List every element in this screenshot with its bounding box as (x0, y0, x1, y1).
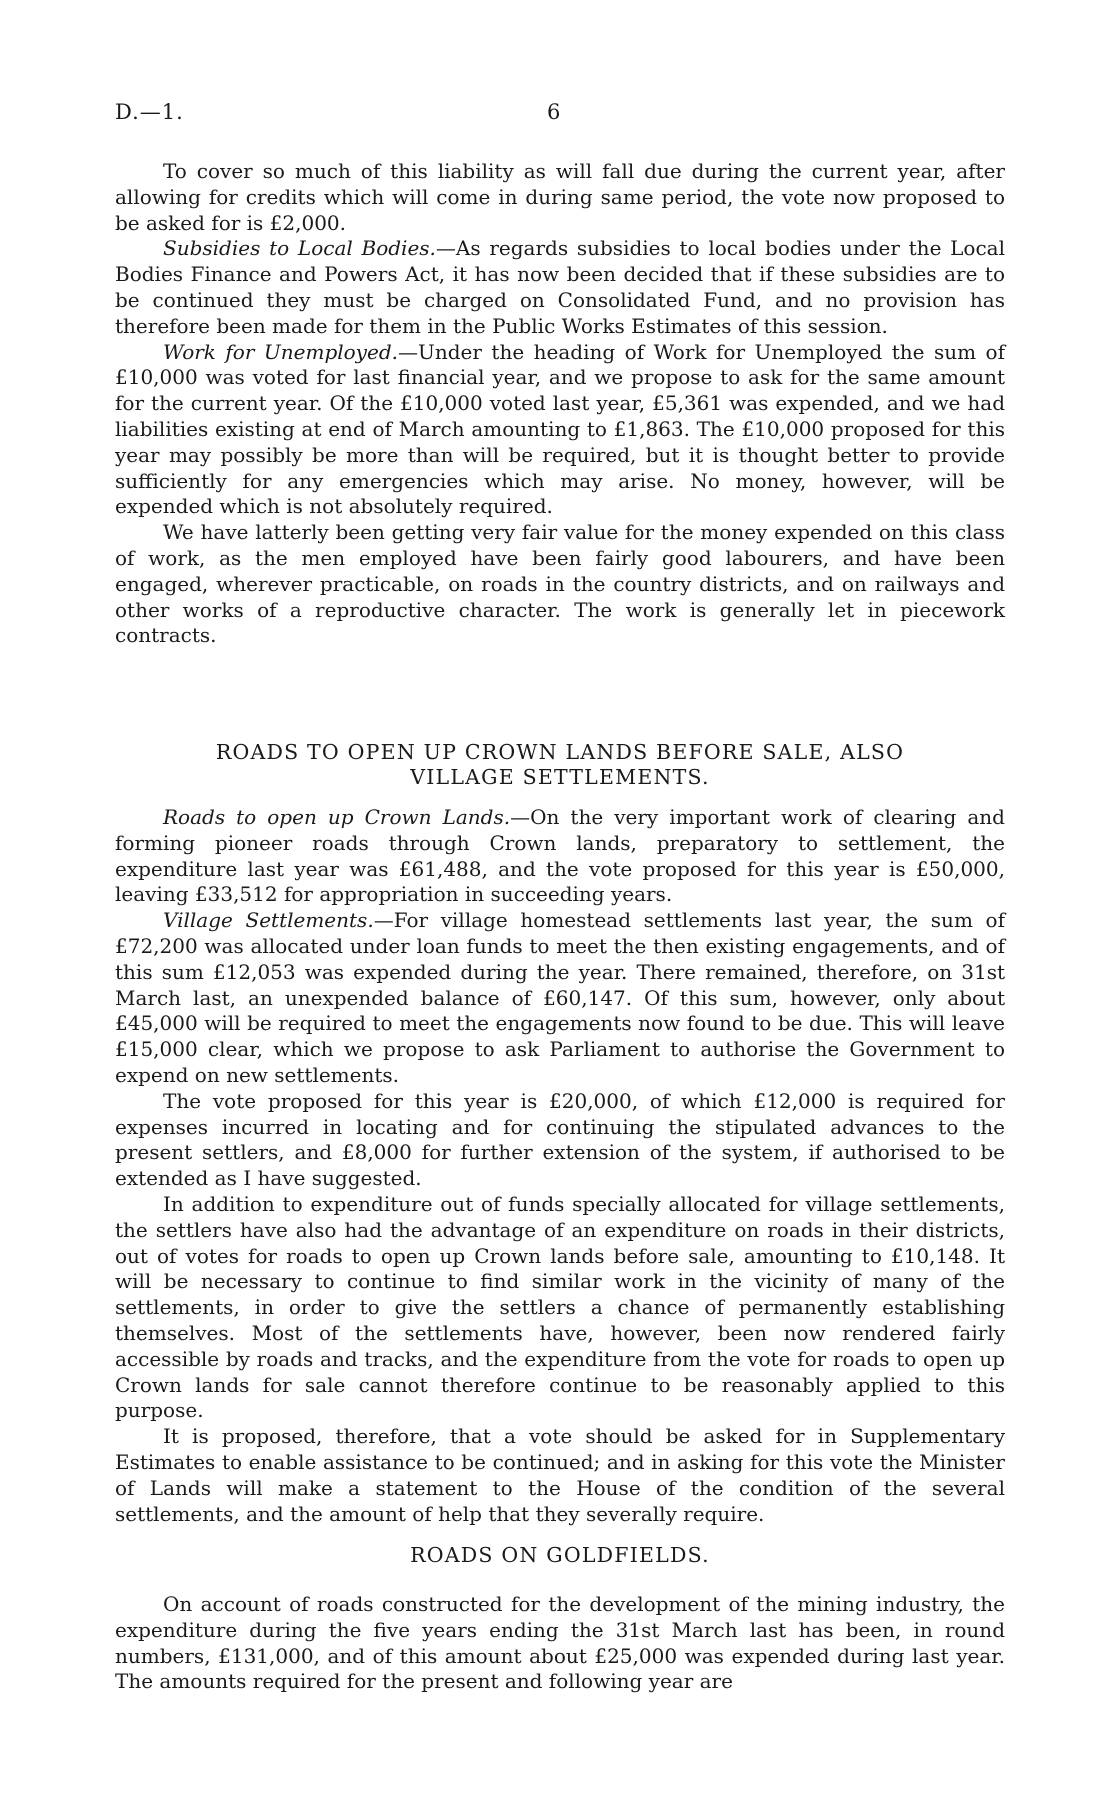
paragraph: In addition to expenditure out of funds specially allocated for village settlements, the settlers have also had the advantage of an expenditure on roads in their districts, out of votes for roads to open up Crown lands before sale, amounting to £10,148. It will be necessary to continue to find similar work in the vicinity of many of the settlements, in order to give the settlers a chance of permanently establishing themselves. Most of the settlements have, however, been now rendered fairly accessible by roads and tracks, and the expenditure from the vote for roads to open up Crown lands for sale cannot therefore continue to be reasonably applied to this purpose. (115, 1191, 1005, 1423)
paragraph (115, 805, 1005, 908)
section-heading-goldfields (115, 1543, 1005, 1568)
paragraph (115, 908, 1005, 1089)
section-work-for-unemployed (115, 159, 1005, 649)
paragraph-title: Village Settlements. (163, 908, 374, 933)
heading-line: ROADS TO OPEN UP CROWN LANDS BEFORE SALE, ALSO (215, 740, 905, 764)
paragraph-text: —As regards subsidies to local bodies under the Local Bodies Finance and Powers Act, it has now been decided that if these subsidies are to be continued they must be charged on Consolidated Fund, and no provision has therefore been made for them in the Public Works Estimates of this session. (115, 236, 1005, 338)
paragraph-text: —Under the heading of Work for Unemployed the sum of £10,000 was voted for last financial year, and we propose to ask for the same amount for the current year. Of the £10,000 voted last year, £5,361 was expended, and we had liabilities existing at end of March amounting to £1,863. The £10,000 proposed for this year may possibly be more than will be required, but it is thought better to provide sufficiently for any emergencies which may arise. No money, however, will be expended which is not absolutely required. (115, 339, 1005, 519)
paragraph: We have latterly been getting very fair value for the money expended on this class of work, as the men employed have been fairly good labourers, and have been engaged, wherever practicable, on roads in the country districts, and on railways and other works of a reproductive character. The work is generally let in piecework contracts. (115, 520, 1005, 648)
page-number: 6 (547, 100, 561, 124)
paragraph-title: Work for Unemployed. (163, 339, 398, 364)
paragraph (115, 236, 1005, 339)
section-heading-crown-lands (115, 740, 1005, 790)
heading-line: ROADS ON GOLDFIELDS. (410, 1543, 710, 1567)
paragraph-title: Subsidies to Local Bodies. (163, 236, 436, 261)
paragraph: To cover so much of this liability as will fall due during the current year, after allowing for credits which will come in during same period, the vote now proposed to be asked for is £2,000. (115, 159, 1005, 235)
paragraph: It is proposed, therefore, that a vote should be asked for in Supplementary Estimates to enable assistance to be continued; and in asking for this vote the Minister of Lands will make a statement to the House of the condition of the several settlements, and the amount of help that they severally require. (115, 1424, 1005, 1526)
paragraph-text: —For village homestead settlements last year, the sum of £72,200 was allocated under loan funds to meet the then existing engagements, and of this sum £12,053 was expended during the year. There remained, therefore, on 31st March last, an unexpended balance of £60,147. Of this sum, however, only about £45,000 will be required to meet the engagements now found to be due. This will leave £15,000 clear, which we propose to ask Parliament to authorise the Government to expend on new settlements. (115, 908, 1005, 1087)
document-reference: D.—1. (115, 100, 184, 124)
section-goldfields (115, 1592, 1005, 1695)
section-crown-lands (115, 805, 1005, 1527)
paragraph: The vote proposed for this year is £20,000, of which £12,000 is required for expenses incurred in locating and for continuing the stipulated advances to the present settlers, and £8,000 for further extension of the system, if authorised to be extended as I have suggested. (115, 1088, 1005, 1191)
heading-line: VILLAGE SETTLEMENTS. (410, 765, 710, 789)
paragraph-title: Roads to open up Crown Lands. (163, 805, 511, 829)
paragraph: On account of roads constructed for the development of the mining industry, the expenditure during the five years ending the 31st March last has been, in round numbers, £131,000, and of this amount about £25,000 was expended during last year. The amounts required for the present and following year are (115, 1592, 1005, 1694)
page-header (115, 100, 1005, 130)
paragraph-text: —On the very important work of clearing and forming pioneer roads through Crown lands, preparatory to settlement, the expenditure last year was £61,488, and the vote proposed for this year is £50,000, leaving £33,512 for appropriation in succeeding years. (115, 805, 1005, 907)
paragraph (115, 340, 1005, 521)
